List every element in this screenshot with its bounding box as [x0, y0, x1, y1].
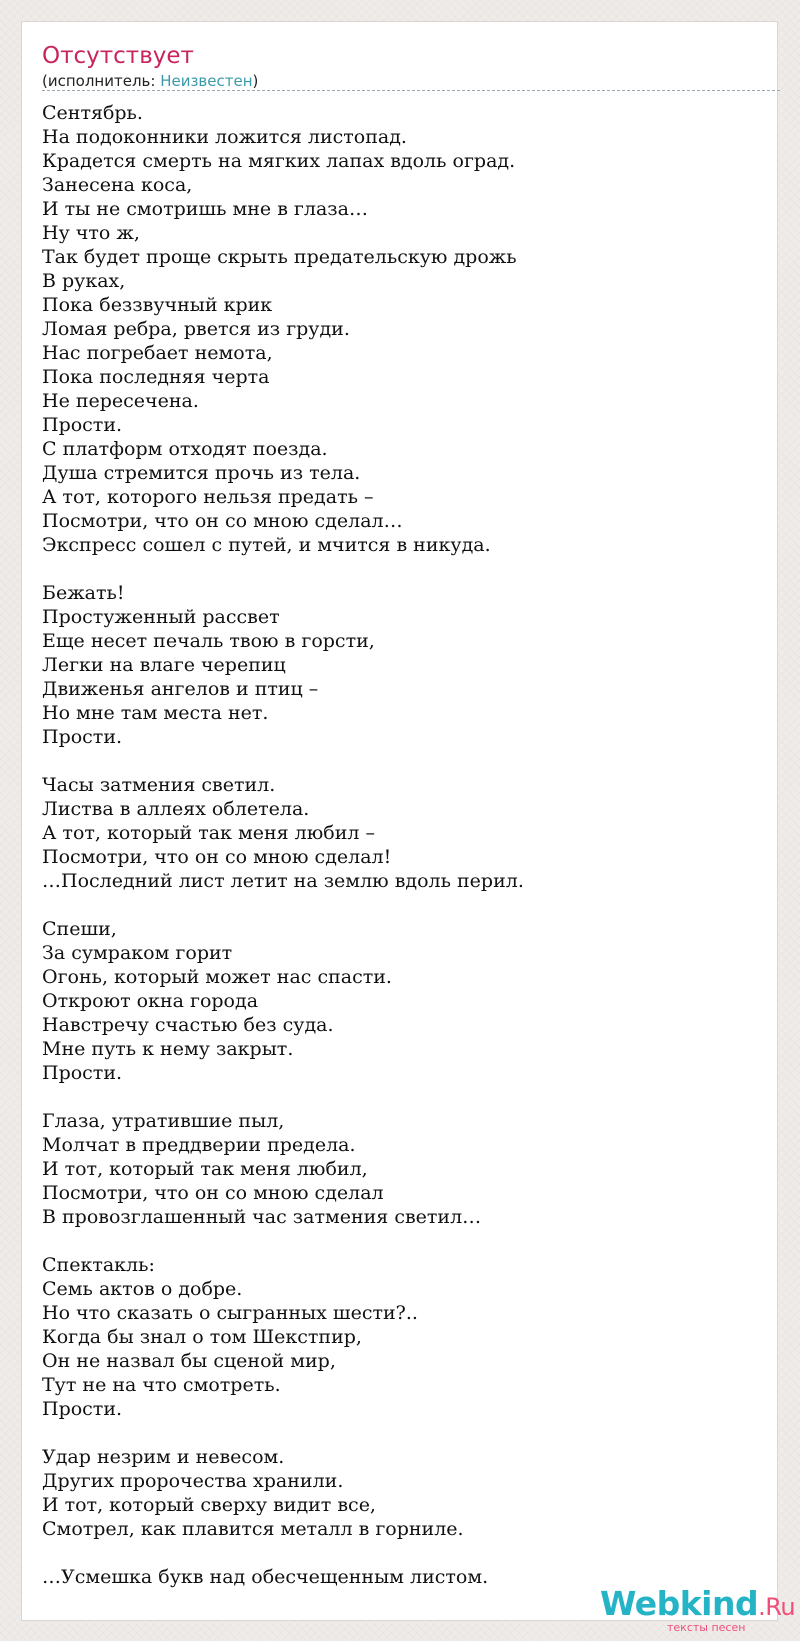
lyric-line: А тот, которого нельзя предать –: [42, 486, 374, 508]
lyric-line: …Последний лист летит на землю вдоль перил.: [42, 870, 524, 892]
logo-tagline: тексты песен: [667, 1621, 746, 1634]
lyric-line: Ну что ж,: [42, 222, 140, 244]
lyric-line: Простуженный рассвет: [42, 606, 280, 628]
lyrics-stanza: [42, 773, 762, 893]
lyric-line: …Усмешка букв над обесчещенным листом.: [42, 1566, 489, 1588]
artist-suffix: ): [252, 72, 259, 90]
lyric-line: Посмотри, что он со мною сделал: [42, 1182, 384, 1204]
lyric-line: Спектакль:: [42, 1254, 155, 1276]
lyric-line: Но мне там места нет.: [42, 702, 269, 724]
logo-tld: .Ru: [758, 1593, 796, 1621]
lyric-line: Тут не на что смотреть.: [42, 1374, 281, 1396]
logo-name: Webkind: [600, 1584, 759, 1623]
lyric-line: Прости.: [42, 1062, 123, 1084]
lyrics-stanza: [42, 581, 762, 749]
lyric-line: Душа стремится прочь из тела.: [42, 462, 361, 484]
lyrics-stanza: [42, 917, 762, 1085]
lyric-line: Не пересечена.: [42, 390, 199, 412]
lyric-line: Мне путь к нему закрыт.: [42, 1038, 294, 1060]
lyric-line: Огонь, который может нас спасти.: [42, 966, 392, 988]
lyrics-stanza: [42, 101, 762, 557]
lyric-line: Движенья ангелов и птиц –: [42, 678, 319, 700]
lyrics-card: [21, 21, 796, 1634]
lyric-line: Прости.: [42, 726, 123, 748]
lyric-line: Посмотри, что он со мною сделал!: [42, 846, 392, 868]
lyric-line: За сумраком горит: [42, 942, 233, 964]
lyric-line: И тот, который так меня любил,: [42, 1158, 368, 1180]
lyric-line: Еще несет печаль твою в горсти,: [42, 630, 375, 652]
lyric-line: Крадется смерть на мягких лапах вдоль оград.: [42, 150, 516, 172]
lyrics-stanza: [42, 1109, 762, 1229]
lyric-line: Часы затмения светил.: [42, 774, 276, 796]
lyric-line: Легки на влаге черепиц: [42, 654, 286, 676]
lyric-line: Молчат в преддверии предела.: [42, 1134, 356, 1156]
lyric-line: Откроют окна города: [42, 990, 259, 1012]
lyric-line: В провозглашенный час затмения светил…: [42, 1206, 482, 1228]
song-title: Отсутствует: [42, 43, 194, 69]
lyric-line: Посмотри, что он со мною сделал…: [42, 510, 403, 532]
webkind-logo[interactable]: [600, 1584, 800, 1639]
lyrics-text: [42, 101, 762, 1613]
lyric-line: Смотрел, как плавится металл в горниле.: [42, 1518, 464, 1540]
lyric-line: А тот, который так меня любил –: [42, 822, 376, 844]
lyrics-stanza: [42, 1253, 762, 1421]
lyric-line: Глаза, утратившие пыл,: [42, 1110, 285, 1132]
lyric-line: Семь актов о добре.: [42, 1278, 243, 1300]
artist-prefix: (исполнитель:: [42, 72, 161, 90]
lyric-line: С платформ отходят поезда.: [42, 438, 328, 460]
lyric-line: И тот, который сверху видит все,: [42, 1494, 376, 1516]
lyric-line: Но что сказать о сыгранных шести?..: [42, 1302, 418, 1324]
lyric-line: Других пророчества хранили.: [42, 1470, 344, 1492]
lyric-line: На подоконники ложится листопад.: [42, 126, 407, 148]
lyric-line: Навстречу счастью без суда.: [42, 1014, 334, 1036]
lyric-line: Он не назвал бы сценой мир,: [42, 1350, 336, 1372]
lyric-line: Занесена коса,: [42, 174, 193, 196]
lyric-line: Спеши,: [42, 918, 117, 940]
artist-line: [42, 71, 258, 91]
lyrics-stanza: [42, 1445, 762, 1541]
lyric-line: И ты не смотришь мне в глаза…: [42, 198, 368, 220]
lyric-line: В руках,: [42, 270, 126, 292]
lyric-line: Нас погребает немота,: [42, 342, 273, 364]
lyric-line: Так будет проще скрыть предательскую дрожь: [42, 246, 517, 268]
lyric-line: Ломая ребра, рвется из груди.: [42, 318, 350, 340]
lyric-line: Когда бы знал о том Шекстпир,: [42, 1326, 362, 1348]
lyric-line: Пока беззвучный крик: [42, 294, 273, 316]
lyric-line: Пока последняя черта: [42, 366, 270, 388]
lyric-line: Удар незрим и невесом.: [42, 1446, 285, 1468]
lyric-line: Листва в аллеях облетела.: [42, 798, 310, 820]
lyric-line: Прости.: [42, 414, 123, 436]
lyric-line: Прости.: [42, 1398, 123, 1420]
title-divider: [42, 90, 780, 91]
lyric-line: Сентябрь.: [42, 102, 143, 124]
lyric-line: Бежать!: [42, 582, 125, 604]
lyric-line: Экспресс сошел с путей, и мчится в никуда.: [42, 534, 491, 556]
artist-link[interactable]: Неизвестен: [160, 72, 253, 90]
